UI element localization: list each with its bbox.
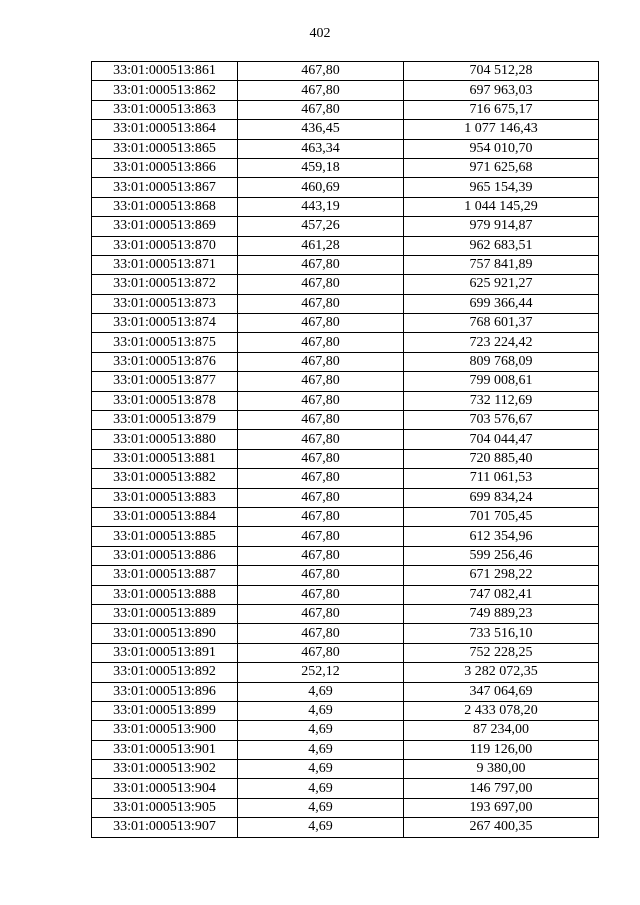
area-cell: 459,18 — [238, 158, 404, 177]
cadastral-number-cell: 33:01:000513:887 — [92, 566, 238, 585]
cadastral-number-cell: 33:01:000513:879 — [92, 411, 238, 430]
area-cell: 467,80 — [238, 643, 404, 662]
cadastral-number-cell: 33:01:000513:902 — [92, 760, 238, 779]
value-cell: 699 366,44 — [404, 294, 599, 313]
value-cell: 703 576,67 — [404, 411, 599, 430]
value-cell: 599 256,46 — [404, 546, 599, 565]
value-cell: 732 112,69 — [404, 391, 599, 410]
value-cell: 119 126,00 — [404, 740, 599, 759]
cadastral-number-cell: 33:01:000513:864 — [92, 120, 238, 139]
table-row — [92, 81, 599, 100]
area-cell: 467,80 — [238, 275, 404, 294]
value-cell: 701 705,45 — [404, 507, 599, 526]
area-cell: 4,69 — [238, 740, 404, 759]
value-cell: 979 914,87 — [404, 217, 599, 236]
value-cell: 809 768,09 — [404, 352, 599, 371]
area-cell: 463,34 — [238, 139, 404, 158]
area-cell: 467,80 — [238, 527, 404, 546]
area-cell: 4,69 — [238, 798, 404, 817]
value-cell: 1 044 145,29 — [404, 197, 599, 216]
cadastral-number-cell: 33:01:000513:865 — [92, 139, 238, 158]
area-cell: 467,80 — [238, 411, 404, 430]
value-cell: 3 282 072,35 — [404, 663, 599, 682]
value-cell: 625 921,27 — [404, 275, 599, 294]
area-cell: 467,80 — [238, 333, 404, 352]
table-row — [92, 546, 599, 565]
value-cell: 347 064,69 — [404, 682, 599, 701]
value-cell: 723 224,42 — [404, 333, 599, 352]
table-body — [92, 62, 599, 838]
cadastral-number-cell: 33:01:000513:876 — [92, 352, 238, 371]
cadastral-number-cell: 33:01:000513:874 — [92, 314, 238, 333]
area-cell: 467,80 — [238, 507, 404, 526]
table-row — [92, 643, 599, 662]
value-cell: 747 082,41 — [404, 585, 599, 604]
cadastral-number-cell: 33:01:000513:896 — [92, 682, 238, 701]
value-cell: 954 010,70 — [404, 139, 599, 158]
cadastral-number-cell: 33:01:000513:886 — [92, 546, 238, 565]
value-cell: 697 963,03 — [404, 81, 599, 100]
table-row — [92, 740, 599, 759]
cadastral-number-cell: 33:01:000513:870 — [92, 236, 238, 255]
value-cell: 671 298,22 — [404, 566, 599, 585]
table-row — [92, 469, 599, 488]
table-row — [92, 507, 599, 526]
table-row — [92, 372, 599, 391]
table-row — [92, 663, 599, 682]
area-cell: 4,69 — [238, 701, 404, 720]
value-cell: 9 380,00 — [404, 760, 599, 779]
table-row — [92, 62, 599, 81]
cadastral-number-cell: 33:01:000513:905 — [92, 798, 238, 817]
table-row — [92, 197, 599, 216]
table-row — [92, 779, 599, 798]
cadastral-number-cell: 33:01:000513:863 — [92, 100, 238, 119]
area-cell: 4,69 — [238, 779, 404, 798]
area-cell: 467,80 — [238, 81, 404, 100]
cadastral-number-cell: 33:01:000513:880 — [92, 430, 238, 449]
area-cell: 467,80 — [238, 566, 404, 585]
cadastre-table — [91, 61, 599, 838]
table-row — [92, 217, 599, 236]
table-row — [92, 604, 599, 623]
area-cell: 467,80 — [238, 449, 404, 468]
value-cell: 1 077 146,43 — [404, 120, 599, 139]
table-row — [92, 624, 599, 643]
cadastral-number-cell: 33:01:000513:904 — [92, 779, 238, 798]
area-cell: 467,80 — [238, 352, 404, 371]
value-cell: 193 697,00 — [404, 798, 599, 817]
value-cell: 768 601,37 — [404, 314, 599, 333]
table-row — [92, 158, 599, 177]
table-row — [92, 701, 599, 720]
value-cell: 704 512,28 — [404, 62, 599, 81]
value-cell: 757 841,89 — [404, 255, 599, 274]
area-cell: 4,69 — [238, 818, 404, 837]
table-row — [92, 798, 599, 817]
value-cell: 146 797,00 — [404, 779, 599, 798]
value-cell: 749 889,23 — [404, 604, 599, 623]
cadastral-number-cell: 33:01:000513:901 — [92, 740, 238, 759]
table-row — [92, 236, 599, 255]
table-row — [92, 449, 599, 468]
area-cell: 467,80 — [238, 604, 404, 623]
cadastral-number-cell: 33:01:000513:861 — [92, 62, 238, 81]
cadastral-number-cell: 33:01:000513:869 — [92, 217, 238, 236]
area-cell: 467,80 — [238, 314, 404, 333]
cadastral-number-cell: 33:01:000513:900 — [92, 721, 238, 740]
value-cell: 612 354,96 — [404, 527, 599, 546]
value-cell: 733 516,10 — [404, 624, 599, 643]
cadastral-number-cell: 33:01:000513:883 — [92, 488, 238, 507]
area-cell: 443,19 — [238, 197, 404, 216]
cadastral-number-cell: 33:01:000513:907 — [92, 818, 238, 837]
table-row — [92, 178, 599, 197]
value-cell: 965 154,39 — [404, 178, 599, 197]
cadastral-number-cell: 33:01:000513:881 — [92, 449, 238, 468]
area-cell: 467,80 — [238, 488, 404, 507]
cadastral-number-cell: 33:01:000513:882 — [92, 469, 238, 488]
area-cell: 457,26 — [238, 217, 404, 236]
cadastral-number-cell: 33:01:000513:867 — [92, 178, 238, 197]
table-row — [92, 527, 599, 546]
value-cell: 87 234,00 — [404, 721, 599, 740]
area-cell: 467,80 — [238, 430, 404, 449]
cadastral-number-cell: 33:01:000513:862 — [92, 81, 238, 100]
area-cell: 4,69 — [238, 760, 404, 779]
area-cell: 467,80 — [238, 469, 404, 488]
table-row — [92, 294, 599, 313]
table-row — [92, 120, 599, 139]
table-row — [92, 139, 599, 158]
area-cell: 467,80 — [238, 100, 404, 119]
area-cell: 467,80 — [238, 62, 404, 81]
cadastral-number-cell: 33:01:000513:875 — [92, 333, 238, 352]
table-row — [92, 333, 599, 352]
value-cell: 716 675,17 — [404, 100, 599, 119]
value-cell: 962 683,51 — [404, 236, 599, 255]
cadastral-number-cell: 33:01:000513:889 — [92, 604, 238, 623]
table-row — [92, 760, 599, 779]
area-cell: 467,80 — [238, 294, 404, 313]
value-cell: 752 228,25 — [404, 643, 599, 662]
table-row — [92, 488, 599, 507]
cadastral-number-cell: 33:01:000513:871 — [92, 255, 238, 274]
table-row — [92, 682, 599, 701]
cadastral-number-cell: 33:01:000513:888 — [92, 585, 238, 604]
area-cell: 436,45 — [238, 120, 404, 139]
value-cell: 720 885,40 — [404, 449, 599, 468]
table-row — [92, 255, 599, 274]
value-cell: 2 433 078,20 — [404, 701, 599, 720]
cadastral-number-cell: 33:01:000513:873 — [92, 294, 238, 313]
area-cell: 467,80 — [238, 255, 404, 274]
table-row — [92, 430, 599, 449]
cadastral-number-cell: 33:01:000513:866 — [92, 158, 238, 177]
area-cell: 461,28 — [238, 236, 404, 255]
cadastral-number-cell: 33:01:000513:884 — [92, 507, 238, 526]
value-cell: 799 008,61 — [404, 372, 599, 391]
table-row — [92, 391, 599, 410]
area-cell: 252,12 — [238, 663, 404, 682]
cadastral-number-cell: 33:01:000513:877 — [92, 372, 238, 391]
table-row — [92, 314, 599, 333]
area-cell: 467,80 — [238, 546, 404, 565]
value-cell: 704 044,47 — [404, 430, 599, 449]
table-row — [92, 352, 599, 371]
area-cell: 467,80 — [238, 391, 404, 410]
table-row — [92, 818, 599, 837]
area-cell: 460,69 — [238, 178, 404, 197]
table-row — [92, 721, 599, 740]
area-cell: 467,80 — [238, 585, 404, 604]
cadastral-number-cell: 33:01:000513:868 — [92, 197, 238, 216]
area-cell: 4,69 — [238, 721, 404, 740]
table-row — [92, 275, 599, 294]
value-cell: 971 625,68 — [404, 158, 599, 177]
area-cell: 467,80 — [238, 624, 404, 643]
cadastral-number-cell: 33:01:000513:878 — [92, 391, 238, 410]
table-row — [92, 585, 599, 604]
table-row — [92, 411, 599, 430]
table-row — [92, 566, 599, 585]
table-row — [92, 100, 599, 119]
cadastral-number-cell: 33:01:000513:891 — [92, 643, 238, 662]
value-cell: 711 061,53 — [404, 469, 599, 488]
cadastral-number-cell: 33:01:000513:892 — [92, 663, 238, 682]
cadastral-number-cell: 33:01:000513:885 — [92, 527, 238, 546]
value-cell: 699 834,24 — [404, 488, 599, 507]
cadastral-number-cell: 33:01:000513:890 — [92, 624, 238, 643]
area-cell: 4,69 — [238, 682, 404, 701]
page-number: 402 — [309, 26, 331, 41]
cadastral-number-cell: 33:01:000513:872 — [92, 275, 238, 294]
area-cell: 467,80 — [238, 372, 404, 391]
cadastral-number-cell: 33:01:000513:899 — [92, 701, 238, 720]
value-cell: 267 400,35 — [404, 818, 599, 837]
